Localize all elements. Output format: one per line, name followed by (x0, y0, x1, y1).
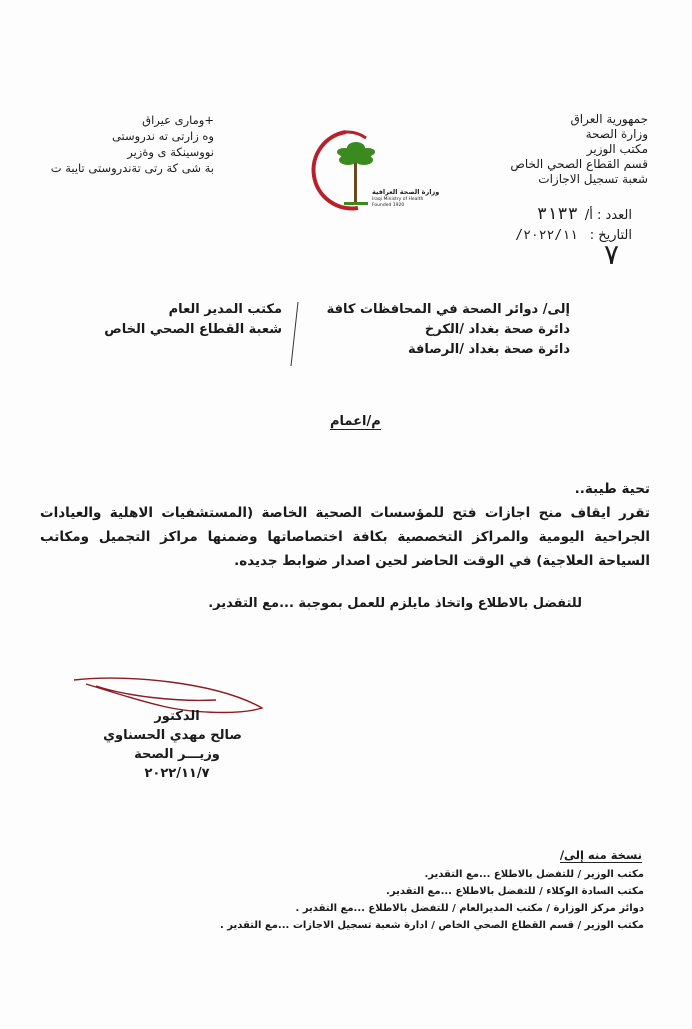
ministry-logo (306, 124, 440, 214)
reference-date-label: التاريخ : (589, 228, 632, 243)
reference-date-value: ٢٠٢٢/١١/ (515, 228, 578, 243)
recipient-line: مكتب المدير العام (168, 302, 282, 317)
greeting: تحية طيبة.. (574, 481, 650, 497)
recipient-line: شعبة القطاع الصحي الخاص (104, 322, 282, 337)
reference-number-value: ٣١٣٣ (536, 204, 578, 224)
logo-title-ar: وزارة الصحة العراقية (372, 188, 440, 196)
recipients-left (82, 300, 282, 340)
recipient-line: دائرة صحة بغداد /الرصافة (407, 342, 570, 357)
header-right-line: شعبة تسجيل الاجازات (538, 172, 648, 186)
recipient-line: دائرة صحة بغداد /الكرخ (424, 322, 570, 337)
cc-line: مكتب الوزير / للتفضل بالاطلاع ...مع التقدير. (424, 869, 644, 880)
handwritten-day: ٧ (604, 238, 620, 271)
logo-title-en: Iraqi Ministry of Health (372, 197, 424, 202)
letter-body (40, 477, 650, 573)
header-left-line: وه زارتى ته ندروستى (111, 129, 214, 143)
cc-list (220, 866, 644, 934)
cc-title: نسخة منه إلى/ (559, 848, 642, 862)
vertical-divider (288, 300, 302, 370)
signature-date: ٢٠٢٢/١١/٧ (144, 766, 210, 781)
header-left (44, 112, 214, 176)
signatory-title: الدكتور (154, 709, 200, 724)
header-right-line: مكتب الوزير (586, 142, 648, 156)
header-right-line: وزارة الصحة (585, 127, 648, 141)
signatory-position: وزيـــر الصحة (134, 747, 220, 762)
reference-number (515, 204, 632, 226)
header-right (510, 112, 648, 187)
cc-line: دوائر مركز الوزارة / مكتب المديرالعام / للتفضل بالاطلاع ...مع التقدير . (295, 903, 644, 914)
header-left-line: +ومارى عيراق (142, 113, 214, 127)
recipient-line: إلى/ دوائر الصحة في المحافظات كافة (326, 302, 570, 317)
header-right-line: قسم القطاع الصحي الخاص (510, 157, 648, 171)
closing-line: للتفضل بالاطلاع واتخاذ مايلزم للعمل بموجبة ...مع التقدير. (208, 596, 582, 611)
subject: م/اعمام (330, 414, 381, 429)
header-left-line: نووسينكة ى وةزير (127, 145, 214, 159)
reference-number-label: العدد : أ/ (584, 208, 632, 223)
recipients-right (327, 300, 570, 360)
signature-block (103, 707, 242, 783)
body-text: تقرر ايقاف منح اجازات فتح للمؤسسات الصحية الخاصة (المستشفيات الاهلية والعيادات الجراحية اليومية والمراكز التخصصية بكافة اختصاصاتها وضمنها مراكز التجميل ومكاتب السياحة العلاجية) في الوقت الحاضر لحين اصدار ضوابط جديده. (40, 505, 650, 569)
cc-line: مكتب الوزير / قسم القطاع الصحي الخاص / ادارة شعبة تسجيل الاجازات ...مع التقدير . (219, 920, 644, 931)
logo-founded: Founded 1920 (372, 203, 405, 208)
header-right-line: جمهورية العراق (570, 112, 648, 126)
signatory-name: صالح مهدي الحسناوي (103, 728, 242, 743)
header-left-line: بة شى كة رتى تةندروستى تايبة ت (50, 161, 214, 175)
cc-line: مكتب السادة الوكلاء / للتفضل بالاطلاع ...مع التقدير. (386, 886, 644, 897)
